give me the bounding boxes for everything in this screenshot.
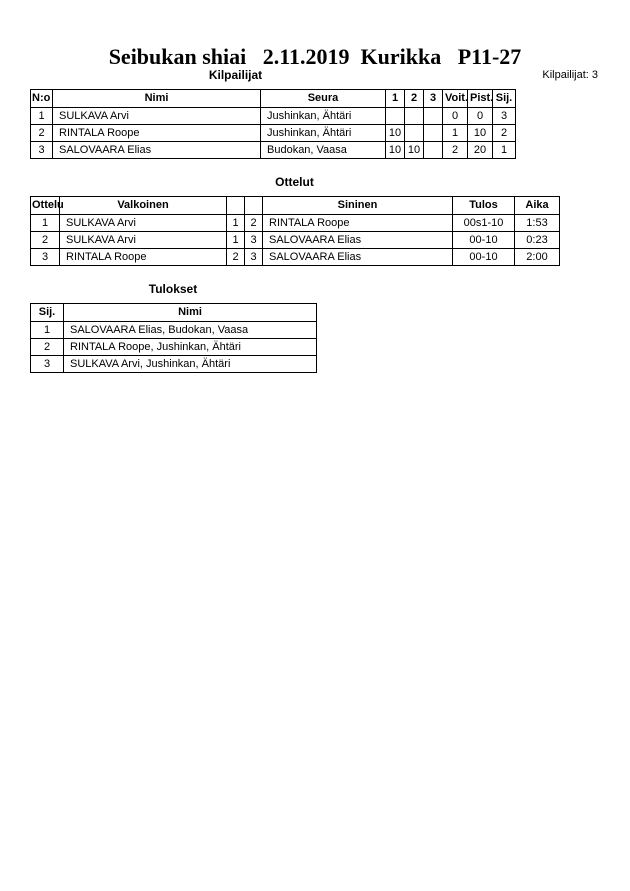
cell-score3 — [424, 142, 443, 159]
col-no: N:o — [31, 90, 53, 108]
ottelut-row — [31, 215, 560, 232]
kilpailijat-row — [31, 142, 516, 159]
ottelut-header-row — [31, 197, 560, 215]
cell-white-number: 1 — [227, 232, 245, 249]
cell-valkoinen: RINTALA Roope — [60, 249, 227, 266]
cell-score3 — [424, 108, 443, 125]
col-sij: Sij. — [31, 304, 64, 322]
kilpailijat-row — [31, 125, 516, 142]
cell-tulos: 00s1-10 — [453, 215, 515, 232]
col-3: 3 — [424, 90, 443, 108]
cell-voit: 1 — [443, 125, 468, 142]
col-1: 1 — [386, 90, 405, 108]
col-nimi: Nimi — [64, 304, 317, 322]
cell-voit: 0 — [443, 108, 468, 125]
tulokset-table — [30, 303, 317, 373]
cell-sininen: SALOVAARA Elias — [263, 249, 453, 266]
cell-score2: 10 — [405, 142, 424, 159]
cell-no: 2 — [31, 125, 53, 142]
cell-aika: 0:23 — [515, 232, 560, 249]
cell-sij: 1 — [31, 322, 64, 339]
cell-blue-number: 2 — [245, 215, 263, 232]
ottelut-table — [30, 196, 560, 266]
col-sij: Sij. — [493, 90, 516, 108]
cell-score1: 10 — [386, 142, 405, 159]
cell-score3 — [424, 125, 443, 142]
cell-aika: 1:53 — [515, 215, 560, 232]
cell-ottelu: 2 — [31, 232, 60, 249]
cell-ottelu: 3 — [31, 249, 60, 266]
ottelut-heading: Ottelut — [275, 175, 314, 189]
cell-score2 — [405, 108, 424, 125]
cell-aika: 2:00 — [515, 249, 560, 266]
cell-nimi: RINTALA Roope, Jushinkan, Ähtäri — [64, 339, 317, 356]
cell-tulos: 00-10 — [453, 249, 515, 266]
ottelut-row — [31, 232, 560, 249]
kilpailijat-table — [30, 89, 516, 159]
cell-score2 — [405, 125, 424, 142]
cell-seura: Jushinkan, Ähtäri — [261, 125, 386, 142]
col-2: 2 — [405, 90, 424, 108]
cell-tulos: 00-10 — [453, 232, 515, 249]
cell-nimi: SALOVAARA Elias — [53, 142, 261, 159]
tulokset-heading: Tulokset — [148, 282, 198, 296]
kilpailijat-heading: Kilpailijat — [208, 68, 263, 82]
col-ottelu: Ottelu — [31, 197, 60, 215]
cell-seura: Budokan, Vaasa — [261, 142, 386, 159]
cell-blue-number: 3 — [245, 249, 263, 266]
cell-sij: 3 — [493, 108, 516, 125]
cell-white-number: 1 — [227, 215, 245, 232]
cell-white-number: 2 — [227, 249, 245, 266]
cell-sininen: RINTALA Roope — [263, 215, 453, 232]
cell-ottelu: 1 — [31, 215, 60, 232]
cell-blue-number: 3 — [245, 232, 263, 249]
col-voit: Voit. — [443, 90, 468, 108]
col-nimi: Nimi — [53, 90, 261, 108]
cell-no: 3 — [31, 142, 53, 159]
cell-sij: 2 — [493, 125, 516, 142]
tulokset-row — [31, 322, 317, 339]
col-aika: Aika — [515, 197, 560, 215]
col-sininen: Sininen — [263, 197, 453, 215]
cell-sininen: SALOVAARA Elias — [263, 232, 453, 249]
tulokset-row — [31, 356, 317, 373]
cell-nimi: RINTALA Roope — [53, 125, 261, 142]
cell-sij: 3 — [31, 356, 64, 373]
page-title: Seibukan shiai 2.11.2019 Kurikka P11-27 — [108, 44, 522, 69]
cell-sij: 1 — [493, 142, 516, 159]
cell-nimi: SULKAVA Arvi, Jushinkan, Ähtäri — [64, 356, 317, 373]
cell-pist: 10 — [468, 125, 493, 142]
cell-nimi: SALOVAARA Elias, Budokan, Vaasa — [64, 322, 317, 339]
cell-seura: Jushinkan, Ähtäri — [261, 108, 386, 125]
kilpailijat-header-row — [31, 90, 516, 108]
col-pist: Pist. — [468, 90, 493, 108]
cell-score1 — [386, 108, 405, 125]
ottelut-row — [31, 249, 560, 266]
col-blue-number — [245, 197, 263, 215]
col-white-number — [227, 197, 245, 215]
col-tulos: Tulos — [453, 197, 515, 215]
cell-voit: 2 — [443, 142, 468, 159]
cell-pist: 0 — [468, 108, 493, 125]
col-seura: Seura — [261, 90, 386, 108]
cell-valkoinen: SULKAVA Arvi — [60, 215, 227, 232]
cell-no: 1 — [31, 108, 53, 125]
cell-score1: 10 — [386, 125, 405, 142]
cell-nimi: SULKAVA Arvi — [53, 108, 261, 125]
cell-sij: 2 — [31, 339, 64, 356]
kilpailijat-count: Kilpailijat: 3 — [542, 69, 598, 81]
col-valkoinen: Valkoinen — [60, 197, 227, 215]
kilpailijat-row — [31, 108, 516, 125]
tulokset-header-row — [31, 304, 317, 322]
tulokset-row — [31, 339, 317, 356]
cell-valkoinen: SULKAVA Arvi — [60, 232, 227, 249]
cell-pist: 20 — [468, 142, 493, 159]
